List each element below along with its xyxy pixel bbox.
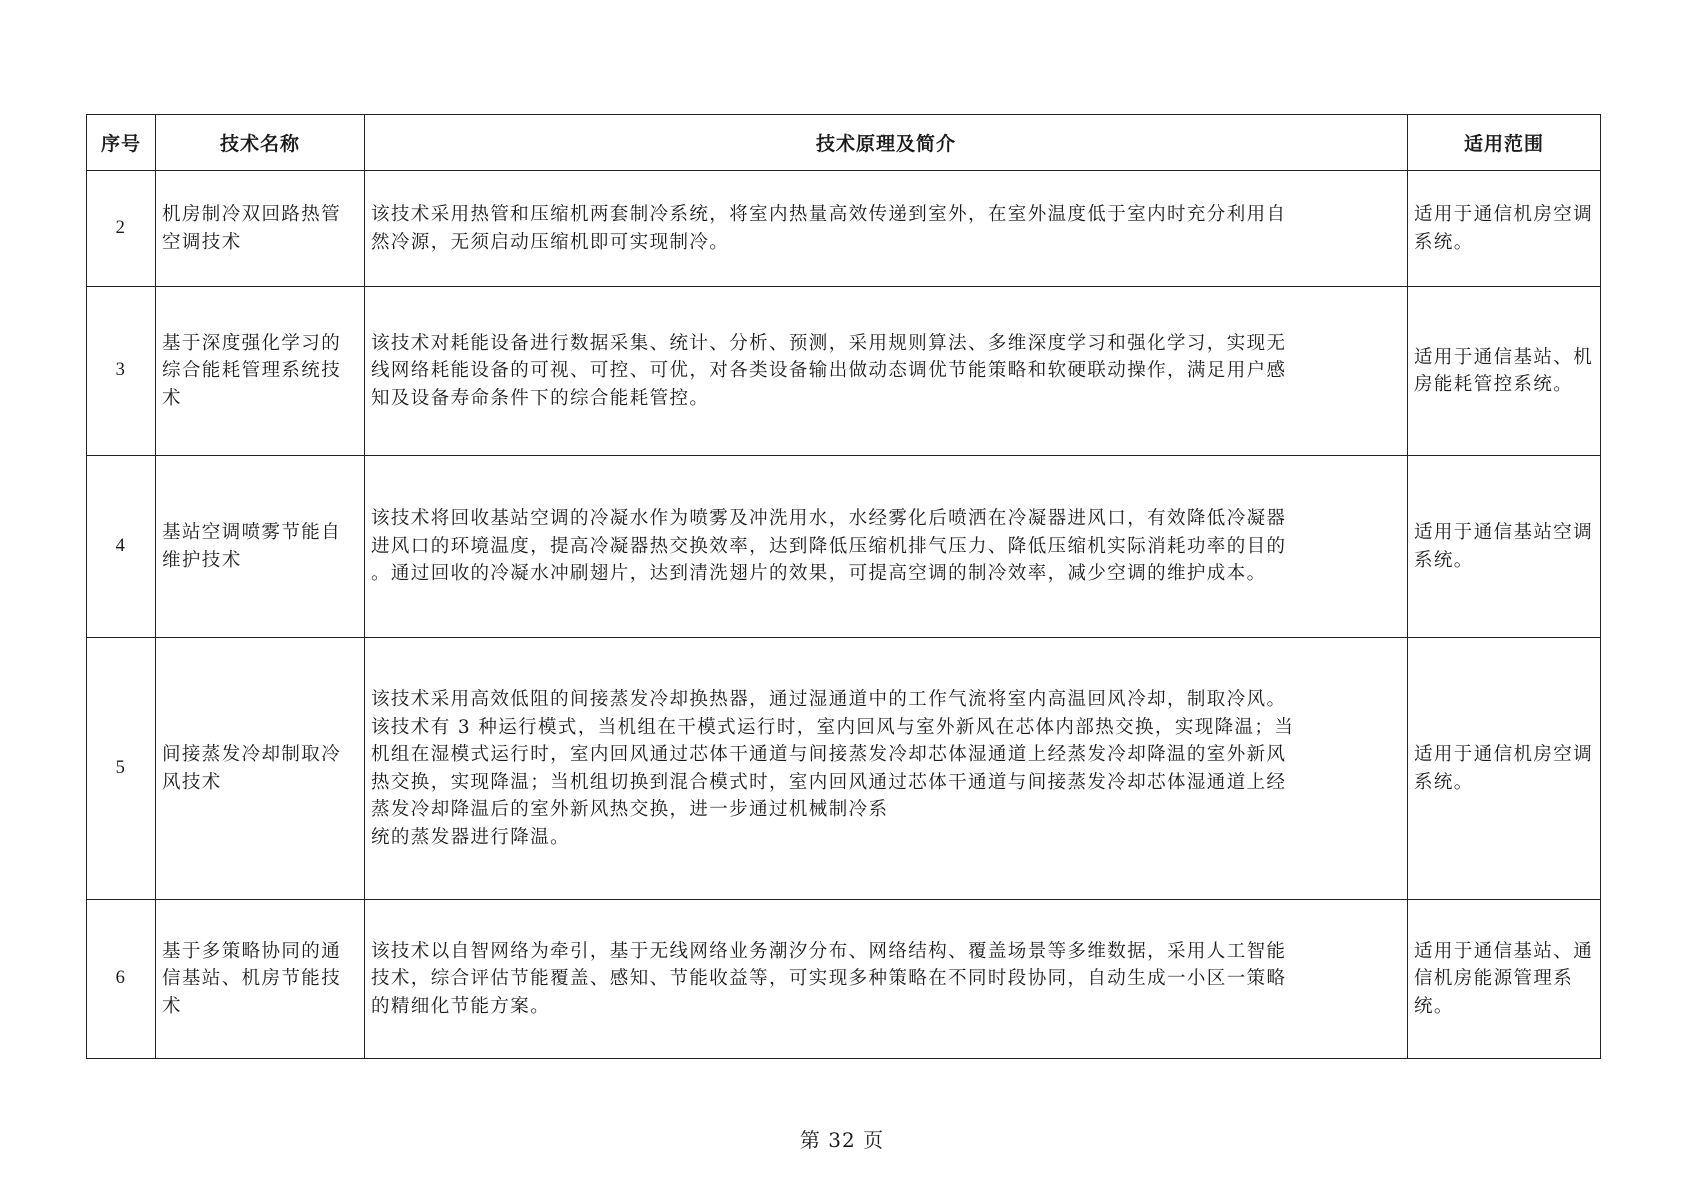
- row-number: 6: [87, 900, 156, 1059]
- principle-line: 该技术采用高效低阻的间接蒸发冷却换热器，通过湿通道中的工作气流将室内高温回风冷却，制取冷风。: [371, 689, 1287, 710]
- principle-line: 技术，综合评估节能覆盖、感知、节能收益等，可实现多种策略在不同时段协同，自动生成一小区一策略: [371, 968, 1287, 990]
- tech-name: 基站空调喷雾节能自维护技术: [156, 456, 365, 638]
- table-row: [87, 456, 1601, 638]
- tech-scope: 适用于通信基站、通信机房能源管理系统。: [1408, 900, 1601, 1059]
- tech-principle: [365, 171, 1408, 287]
- table-row: [87, 900, 1601, 1059]
- tech-name: 基于多策略协同的通信基站、机房节能技术: [156, 900, 365, 1059]
- principle-line: 然冷源，无须启动压缩机即可实现制冷。: [371, 231, 730, 253]
- row-number: 4: [87, 456, 156, 638]
- page-number: 第 32 页: [799, 1128, 885, 1152]
- tech-scope: 适用于通信基站、机房能耗管控系统。: [1408, 287, 1601, 456]
- principle-line: 蒸发冷却降温后的室外新风热交换，进一步通过机械制冷系: [371, 799, 889, 820]
- tech-principle: [365, 287, 1408, 456]
- principle-line: 该技术采用热管和压缩机两套制冷系统，将室内热量高效传递到室外，在室外温度低于室内时充分利用自: [371, 204, 1287, 225]
- header-principle: 技术原理及简介: [365, 115, 1408, 171]
- principle-line: 知及设备寿命条件下的综合能耗管控。: [371, 387, 710, 409]
- tech-scope: 适用于通信机房空调系统。: [1408, 171, 1601, 287]
- principle-line: 进风口的环境温度，提高冷凝器热交换效率，达到降低压缩机排气压力、降低压缩机实际消耗功率的目的: [371, 535, 1287, 557]
- header-scope: 适用范围: [1408, 115, 1601, 171]
- technology-table: [86, 114, 1601, 1059]
- tech-principle: [365, 638, 1408, 900]
- tech-scope: 适用于通信基站空调系统。: [1408, 456, 1601, 638]
- header-name: 技术名称: [156, 115, 365, 171]
- principle-line: 该技术对耗能设备进行数据采集、统计、分析、预测，采用规则算法、多维深度学习和强化学习，实现无: [371, 332, 1287, 354]
- tech-name: 间接蒸发冷却制取冷风技术: [156, 638, 365, 900]
- row-number: 2: [87, 171, 156, 287]
- principle-line: 热交换，实现降温；当机组切换到混合模式时，室内回风通过芯体干通道与间接蒸发冷却芯体湿通道上经: [371, 771, 1287, 793]
- principle-line: 机组在湿模式运行时，室内回风通过芯体干通道与间接蒸发冷却芯体湿通道上经蒸发冷却降温的室外新风: [371, 744, 1287, 765]
- tech-principle: [365, 900, 1408, 1059]
- tech-name: 机房制冷双回路热管空调技术: [156, 171, 365, 287]
- table-row: [87, 171, 1601, 287]
- tech-scope: 适用于通信机房空调系统。: [1408, 638, 1601, 900]
- tech-principle: [365, 456, 1408, 638]
- table-header-row: [87, 115, 1601, 171]
- principle-line: 线网络耗能设备的可视、可控、可优，对各类设备输出做动态调优节能策略和软硬联动操作，满足用户感: [371, 360, 1287, 382]
- principle-line: 的精细化节能方案。: [371, 995, 551, 1017]
- principle-line: 该技术以自智网络为牵引，基于无线网络业务潮汐分布、网络结构、覆盖场景等多维数据，采用人工智能: [371, 940, 1287, 962]
- principle-line: 。通过回收的冷凝水冲刷翅片，达到清洗翅片的效果，可提高空调的制冷效率，减少空调的维护成本。: [371, 563, 1267, 585]
- principle-line: 该技术有 3 种运行模式，当机组在干模式运行时，室内回风与室外新风在芯体内部热交换，实现降温；当: [371, 716, 1295, 738]
- table-row: [87, 287, 1601, 456]
- table-row: [87, 638, 1601, 900]
- row-number: 3: [87, 287, 156, 456]
- header-no: 序号: [87, 115, 156, 171]
- row-number: 5: [87, 638, 156, 900]
- principle-line: 统的蒸发器进行降温。: [371, 826, 571, 848]
- tech-name: 基于深度强化学习的综合能耗管理系统技术: [156, 287, 365, 456]
- principle-line: 该技术将回收基站空调的冷凝水作为喷雾及冲洗用水，水经雾化后喷洒在冷凝器进风口，有效降低冷凝器: [371, 508, 1287, 530]
